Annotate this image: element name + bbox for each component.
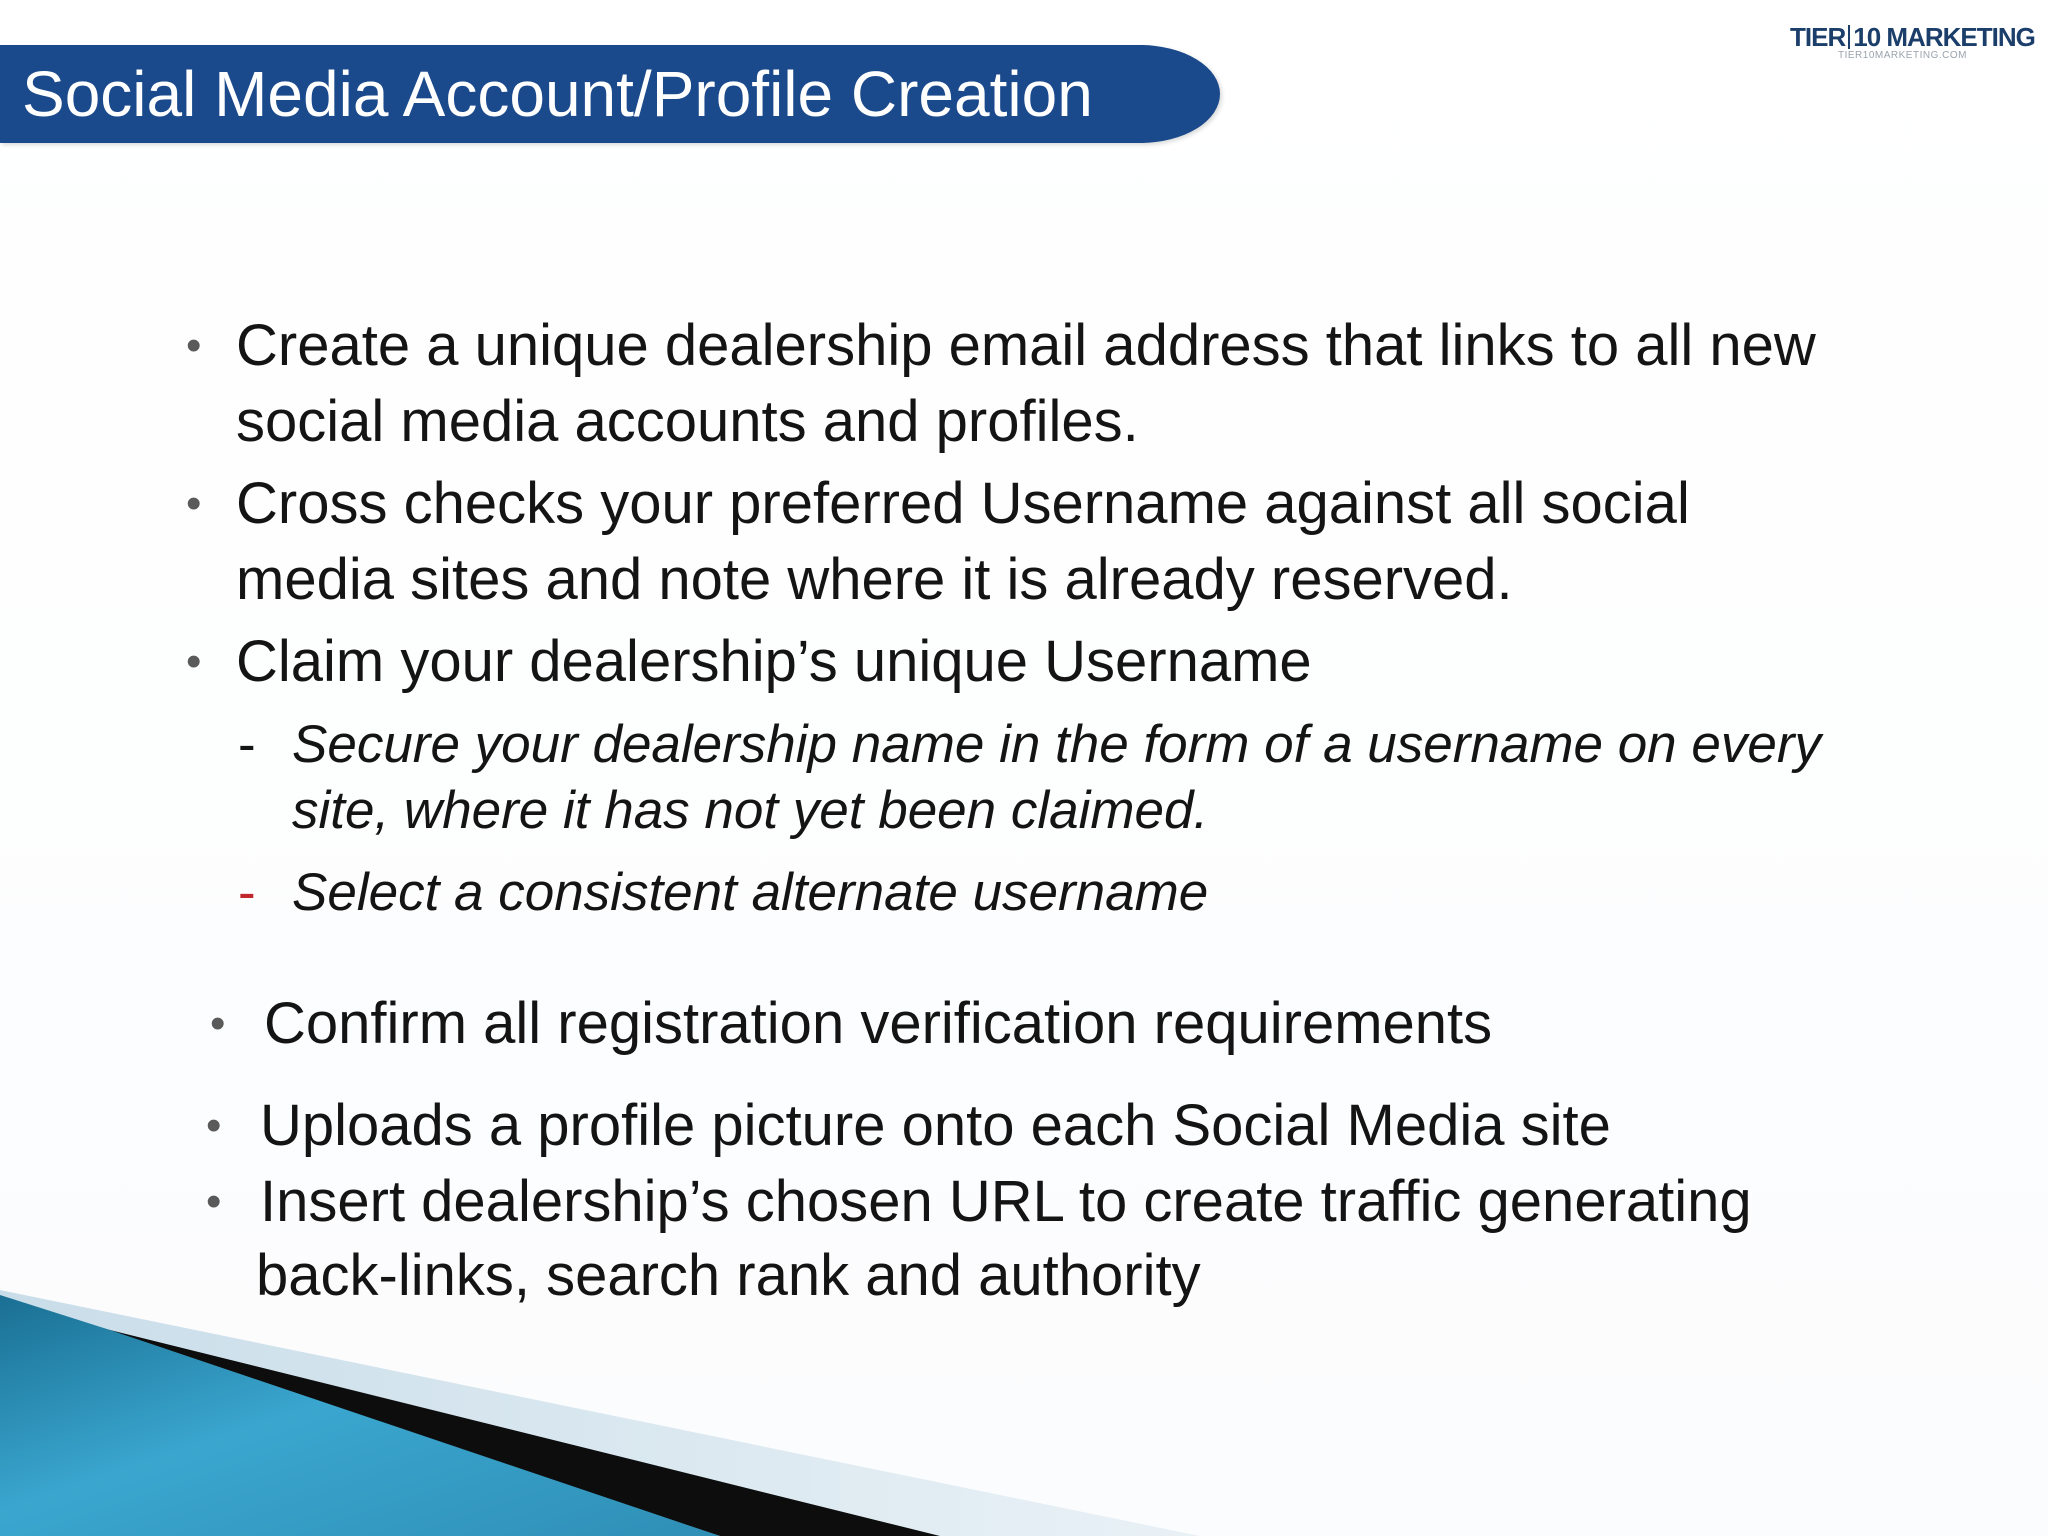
slide-title: Social Media Account/Profile Creation xyxy=(22,58,1093,130)
decorative-swoosh xyxy=(0,1290,2048,1536)
bullet-text: back-links, search rank and authority xyxy=(256,1243,1201,1308)
sub-bullet-dash: - xyxy=(238,715,256,774)
logo-website: TIER10MARKETING.COM xyxy=(1838,50,1967,61)
sub-bullet-dash: - xyxy=(238,863,256,922)
bullet-text: social media accounts and profiles. xyxy=(236,389,1139,454)
logo-wordmark: TIER 10 MARKETING xyxy=(1790,22,2035,52)
bullet-dot: • xyxy=(206,1101,222,1150)
bullet-dot: • xyxy=(210,999,226,1048)
sub-bullet-text: site, where it has not yet been claimed. xyxy=(292,781,1209,840)
sub-bullet-text: Secure your dealership name in the form of a username on every xyxy=(292,715,1821,774)
bullet-text: Cross checks your preferred Username against all social xyxy=(236,471,1690,536)
bullet-text: Create a unique dealership email address that links to all new xyxy=(236,313,1816,378)
bullet-dot: • xyxy=(186,637,202,686)
bullet-text: Claim your dealership’s unique Username xyxy=(236,629,1312,694)
bullet-text: Insert dealership’s chosen URL to create traffic generating xyxy=(260,1169,1752,1234)
bullet-text: Confirm all registration verification requirements xyxy=(264,991,1493,1056)
bullet-text: media sites and note where it is already reserved. xyxy=(236,547,1513,612)
bullet-dot: • xyxy=(186,479,202,528)
bullet-dot: • xyxy=(206,1177,222,1226)
bullet-dot: • xyxy=(186,321,202,370)
sub-bullet-text: Select a consistent alternate username xyxy=(292,863,1209,922)
bullet-text: Uploads a profile picture onto each Social Media site xyxy=(260,1093,1611,1158)
